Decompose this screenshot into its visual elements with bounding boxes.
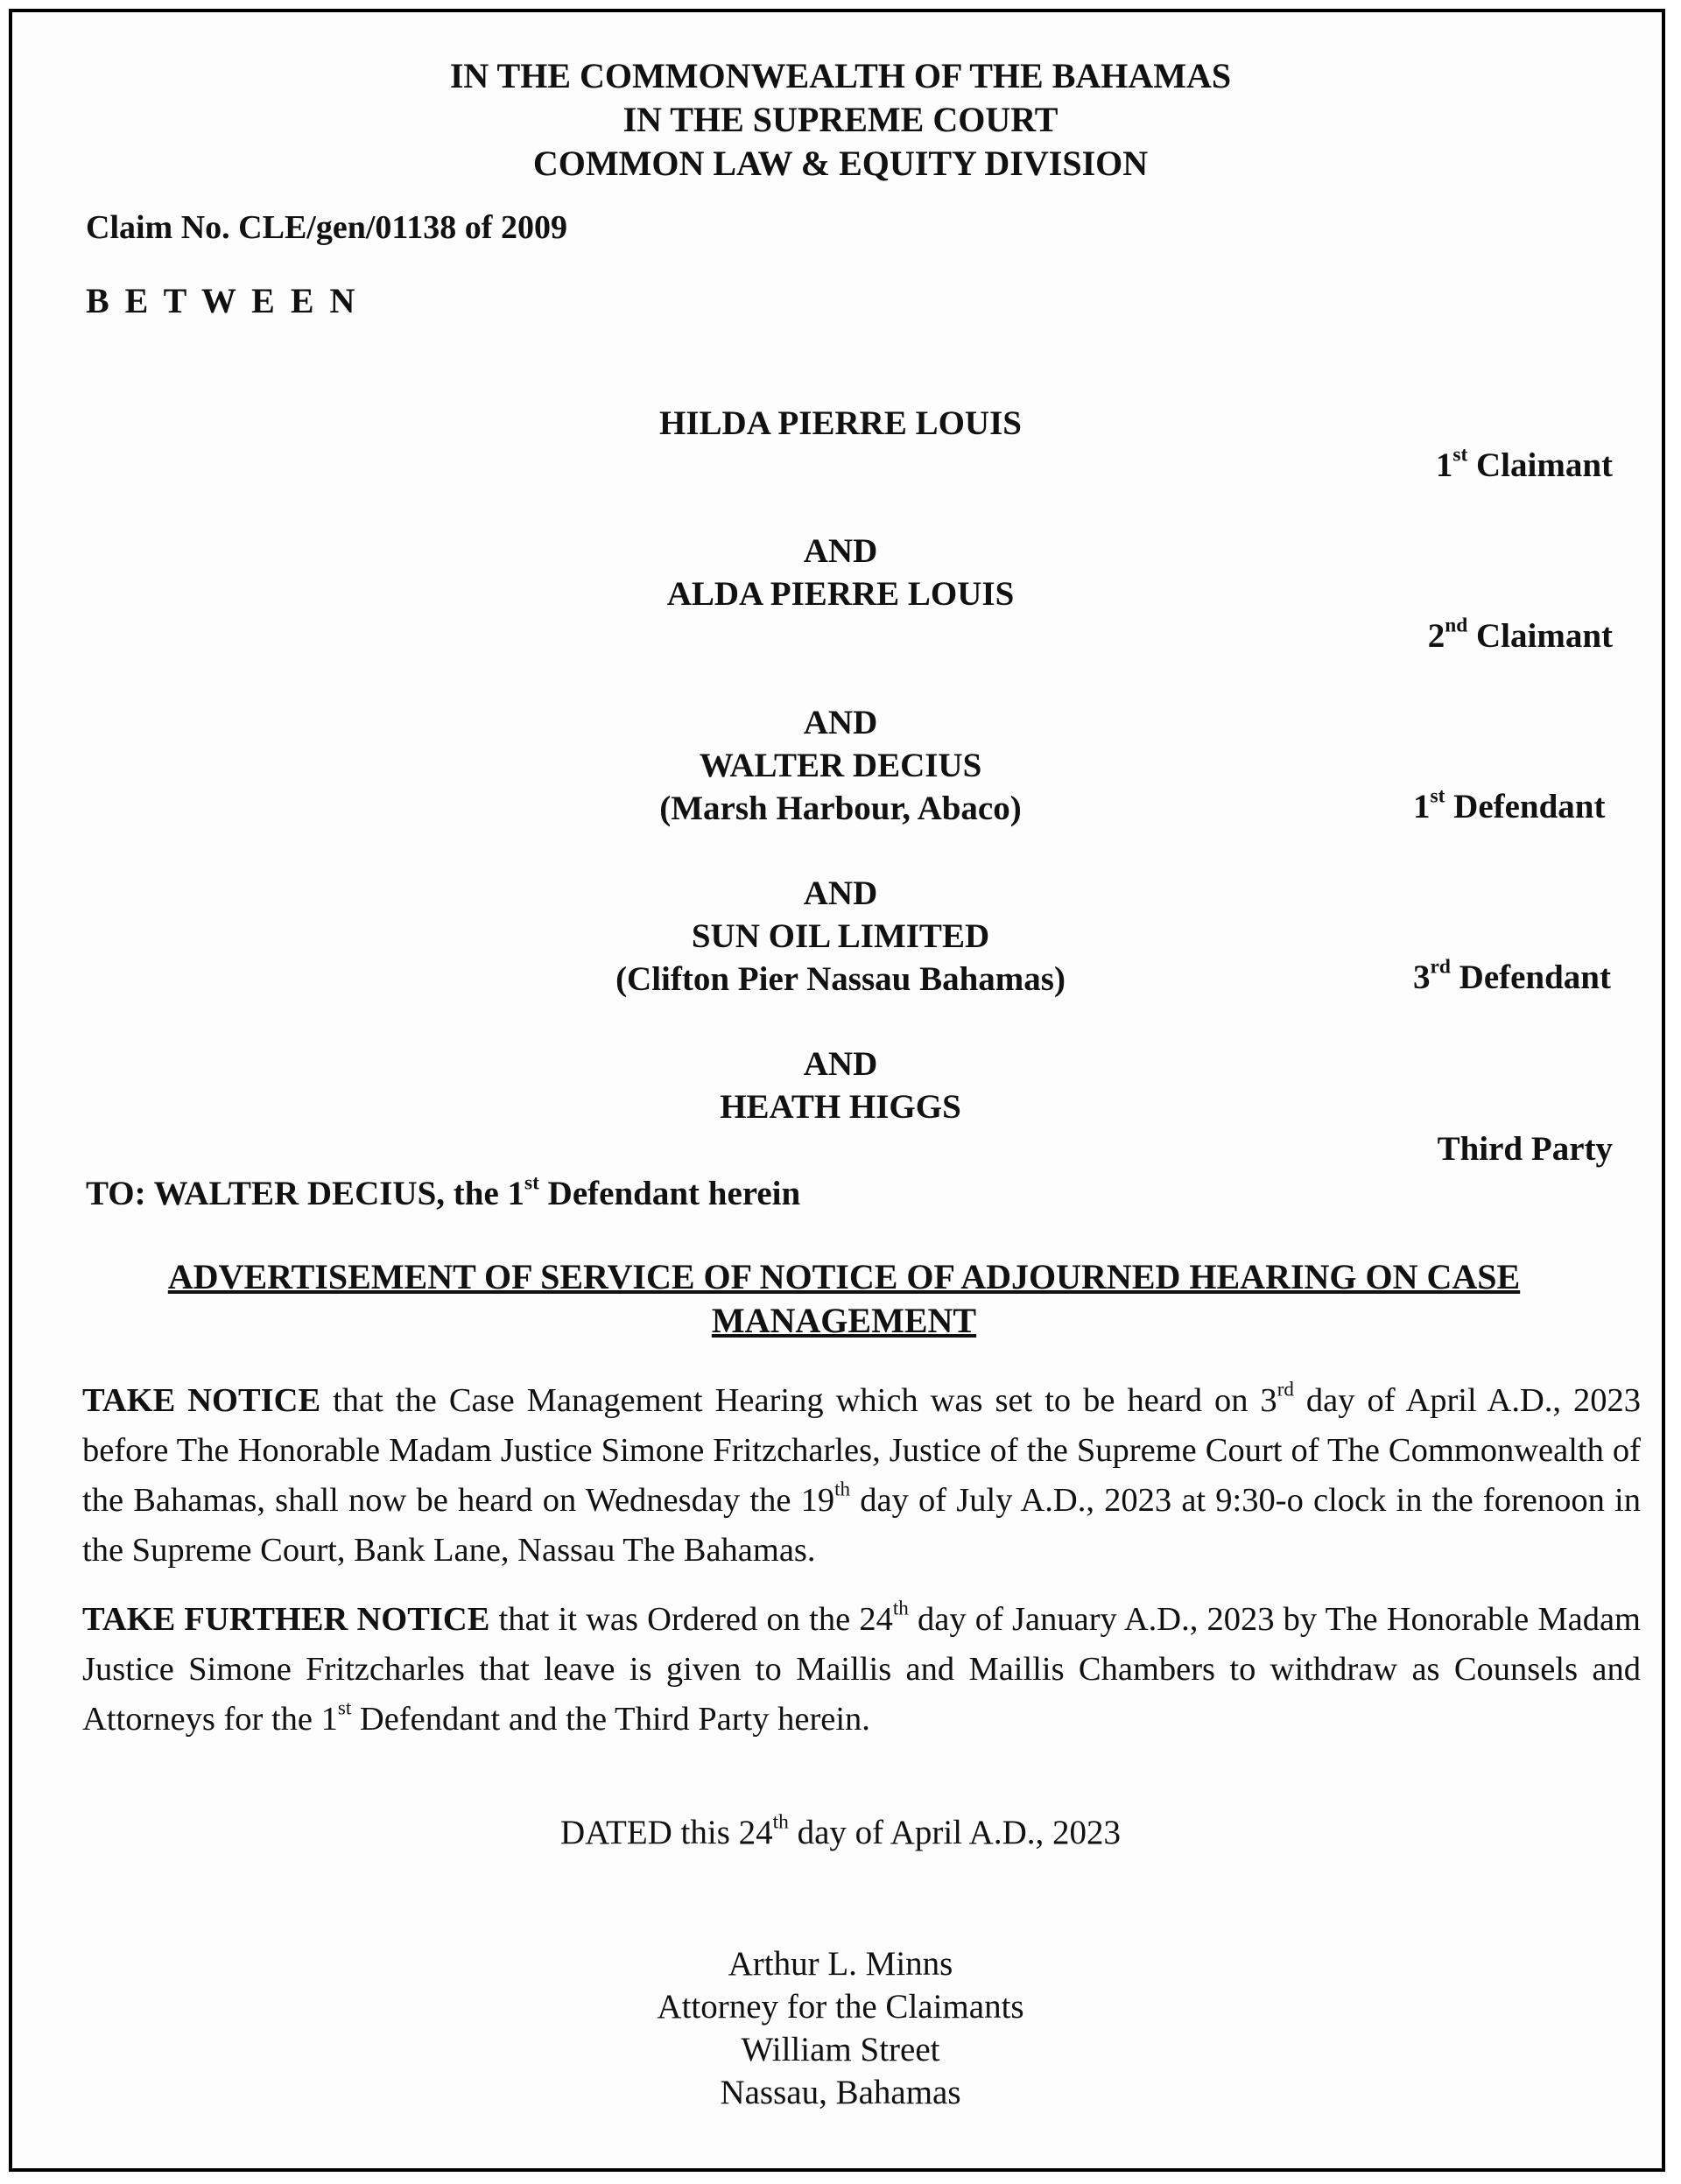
take-further-notice-paragraph: TAKE FURTHER NOTICE that it was Ordered on the 24th day of January A.D., 2023 by The Honorable Madam Justice Simone Fritzcharles that leave is given to Maillis and Maillis Chambers to withdraw as Counsels and Attorneys for the 1st Defendant and the Third Party herein. (82, 1596, 1642, 1738)
notice-heading: ADVERTISEMENT OF SERVICE OF NOTICE OF ADJOURNED HEARING ON CASE MANAGEMENT (167, 1257, 1521, 1340)
and-separator: AND (803, 704, 878, 741)
attorney-title: Attorney for the Claimants (657, 1988, 1024, 2026)
dated-line: DATED this 24th day of April A.D., 2023 (559, 1810, 1122, 1851)
party-4-location: (Clifton Pier Nassau Bahamas) (615, 960, 1066, 998)
party-3-location: (Marsh Harbour, Abaco) (659, 790, 1022, 827)
party-1-role: 1st Claimant (1435, 443, 1613, 484)
party-4-role: 3rd Defendant (1413, 955, 1611, 996)
court-division: COMMON LAW & EQUITY DIVISION (532, 144, 1149, 183)
party-2-role: 2nd Claimant (1427, 614, 1613, 655)
court-name: IN THE SUPREME COURT (622, 100, 1059, 139)
addressee-line: TO: WALTER DECIUS, the 1st Defendant herein (86, 1171, 801, 1212)
attorney-street: William Street (741, 2031, 940, 2068)
and-separator: AND (803, 1045, 878, 1083)
attorney-name: Arthur L. Minns (728, 1945, 953, 1983)
and-separator: AND (803, 874, 878, 912)
take-notice-paragraph: TAKE NOTICE that the Case Management Hearing which was set to be heard on 3rd day of April A.D., 2023 before The Honorable Madam Justice Simone Fritzcharles, Justice of the Supreme Court of The Commonwealth of the Bahamas, shall now be heard on Wednesday the 19th day of July A.D., 2023 at 9:30-o clock in the forenoon in the Supreme Court, Bank Lane, Nassau The Bahamas. (82, 1377, 1641, 1569)
party-5-role: Third Party (1437, 1130, 1613, 1168)
signature-block (12, 1942, 1669, 2114)
party-5-name: HEATH HIGGS (720, 1088, 961, 1126)
court-header (12, 54, 1669, 186)
party-4-name: SUN OIL LIMITED (691, 917, 990, 955)
party-2-name: ALDA PIERRE LOUIS (666, 575, 1015, 613)
party-3-role: 1st Defendant (1413, 784, 1606, 825)
party-3-name: WALTER DECIUS (699, 747, 982, 784)
claim-number: Claim No. CLE/gen/01138 of 2009 (86, 209, 567, 246)
court-jurisdiction: IN THE COMMONWEALTH OF THE BAHAMAS (449, 56, 1232, 95)
attorney-city: Nassau, Bahamas (720, 2074, 961, 2111)
party-1-name: HILDA PIERRE LOUIS (659, 404, 1022, 442)
between-label: B E T W E E N (86, 281, 359, 320)
document-page (9, 9, 1665, 2172)
and-separator: AND (803, 532, 878, 570)
